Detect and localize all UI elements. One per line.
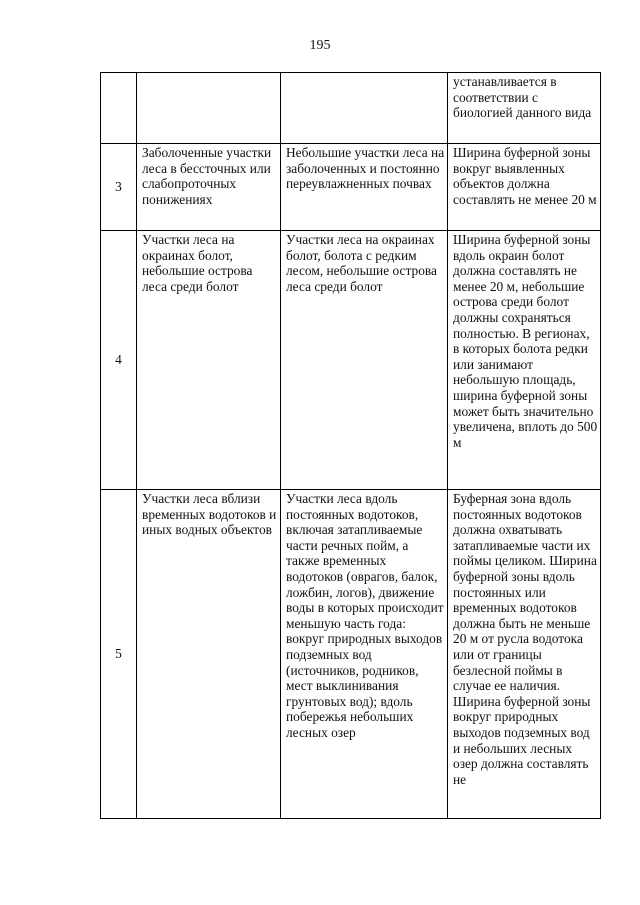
table-row	[101, 73, 601, 144]
page-number: 195	[309, 38, 331, 53]
table-row	[101, 144, 601, 231]
description-cell	[281, 73, 448, 144]
description-cell: Участки леса вдоль постоянных водотоков, включая затапливаемые части речных пойм, а также временных водотоков (оврагов, балок, ложбин, логов), движение воды в которых происходит меньшую часть года: вокруг природных выходов подземных вод (источников, родников, мест выклинивания грунтовых вод); вдоль побережья небольших лесных озер	[281, 490, 448, 819]
row-number-cell: 5	[101, 490, 137, 819]
object-type-cell: Заболоченные участки леса в бессточных или слабопроточных понижениях	[137, 144, 281, 231]
object-type-cell: Участки леса на окраинах болот, небольшие острова леса среди болот	[137, 231, 281, 490]
buffer-zone-cell: Ширина буферной зоны вдоль окраин болот должна составлять не менее 20 м, небольшие острова среди болот должны сохраняться полностью. В регионах, в которых болота редки или занимают небольшую площадь, ширина буферной зоны может быть значительно увеличена, вплоть до 500 м	[448, 231, 601, 490]
document-table	[100, 72, 601, 819]
description-cell: Небольшие участки леса на заболоченных и постоянно переувлажненных почвах	[281, 144, 448, 231]
row-number-cell: 4	[101, 231, 137, 490]
buffer-zone-cell: устанавливается в соответствии с биологией данного вида	[448, 73, 601, 144]
description-cell: Участки леса на окраинах болот, болота с редким лесом, небольшие острова леса среди болот	[281, 231, 448, 490]
buffer-zone-cell: Буферная зона вдоль постоянных водотоков должна охватывать затапливаемые части их поймы целиком. Ширина буферной зоны вдоль постоянных или временных водотоков должна быть не меньше 20 м от русла водотока или от границы безлесной поймы в случае ее наличия. Ширина буферной зоны вокруг природных выходов подземных вод и небольших лесных озер должна составлять не	[448, 490, 601, 819]
row-number-cell	[101, 73, 137, 144]
buffer-zone-cell: Ширина буферной зоны вокруг выявленных объектов должна составлять не менее 20 м	[448, 144, 601, 231]
row-number-cell: 3	[101, 144, 137, 231]
table-row	[101, 490, 601, 819]
object-type-cell: Участки леса вблизи временных водотоков и иных водных объектов	[137, 490, 281, 819]
object-type-cell	[137, 73, 281, 144]
table-row	[101, 231, 601, 490]
